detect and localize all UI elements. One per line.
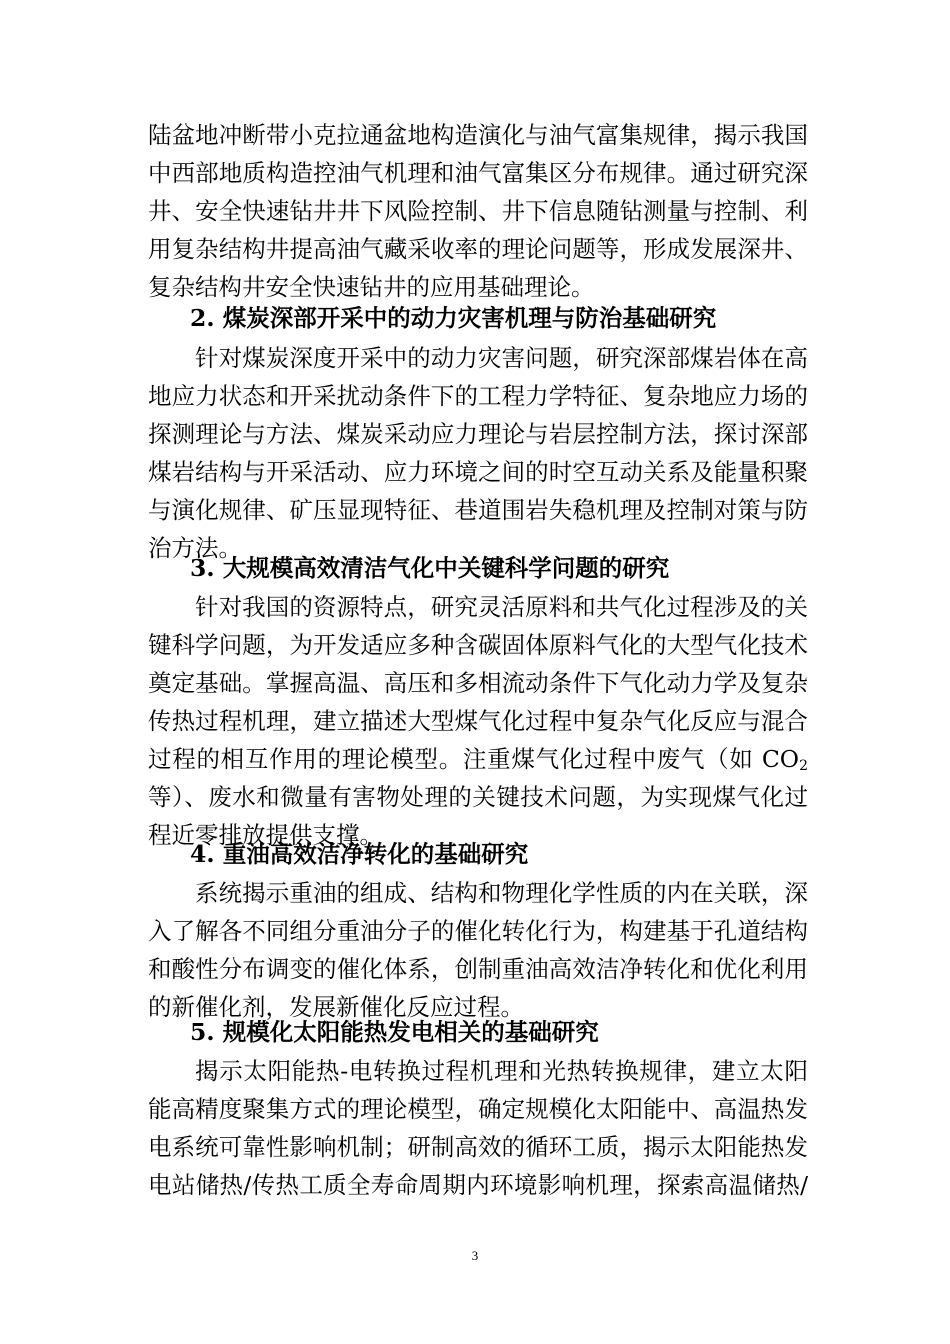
paragraph-line: 用复杂结构井提高油气藏采收率的理论问题等，形成发展深井、	[148, 235, 808, 263]
paragraph-line: 入了解各不同组分重油分子的催化转化行为，构建基于孔道结构	[148, 917, 808, 945]
paragraph-line: 键科学问题，为开发适应多种含碳固体原料气化的大型气化技术	[148, 631, 808, 659]
paragraph-line: 治方法。	[148, 534, 242, 562]
paragraph-line: 奠定基础。掌握高温、高压和多相流动条件下气化动力学及复杂	[148, 669, 808, 697]
paragraph-line: 复杂结构井安全快速钻井的应用基础理论。	[148, 273, 595, 301]
paragraph-line: 探测理论与方法、煤炭采动应力理论与岩层控制方法，探讨深部	[148, 420, 808, 448]
paragraph-line: 和酸性分布调变的催化体系，创制重油高效洁净转化和优化利用	[148, 955, 808, 983]
paragraph-line: 电系统可靠性影响机制；研制高效的循环工质，揭示太阳能热发	[148, 1133, 808, 1161]
paragraph-line: 揭示太阳能热-电转换过程机理和光热转换规律，建立太阳	[195, 1057, 808, 1085]
section-heading: 2. 煤炭深部开采中的动力灾害机理与防治基础研究	[190, 304, 717, 332]
paragraph-line: 与演化规律、矿压显现特征、巷道围岩失稳机理及控制对策与防	[148, 496, 808, 524]
section-heading: 3. 大规模高效清洁气化中关键科学问题的研究	[190, 554, 670, 582]
paragraph-line-text: 过程的相互作用的理论模型。注重煤气化过程中废气（如 CO	[148, 745, 800, 773]
paragraph-line: 煤岩结构与开采活动、应力环境之间的时空互动关系及能量积聚	[148, 458, 808, 486]
paragraph-line: 电站储热/传热工质全寿命周期内环境影响机理，探索高温储热/	[148, 1171, 808, 1199]
paragraph-line: 陆盆地冲断带小克拉通盆地构造演化与油气富集规律，揭示我国	[148, 121, 808, 149]
paragraph-line-co2	[148, 739, 808, 779]
paragraph-line: 系统揭示重油的组成、结构和物理化学性质的内在关联，深	[195, 879, 808, 907]
section-heading: 5. 规模化太阳能热发电相关的基础研究	[190, 1018, 599, 1046]
paragraph-line: 针对我国的资源特点，研究灵活原料和共气化过程涉及的关	[195, 593, 808, 621]
page-number: 3	[471, 1248, 479, 1263]
paragraph-line: 井、安全快速钻井井下风险控制、井下信息随钻测量与控制、利	[148, 197, 808, 225]
paragraph-line: 针对煤炭深度开采中的动力灾害问题，研究深部煤岩体在高	[195, 344, 808, 372]
paragraph-line: 的新催化剂，发展新催化反应过程。	[148, 993, 524, 1021]
paragraph-line: 程近零排放提供支撑。	[148, 821, 383, 849]
co2-subscript: 2	[799, 758, 808, 774]
paragraph-line: 等）、废水和微量有害物处理的关键技术问题，为实现煤气化过	[148, 783, 808, 811]
paragraph-line: 中西部地质构造控油气机理和油气富集区分布规律。通过研究深	[148, 159, 808, 187]
section-heading: 4. 重油高效洁净转化的基础研究	[190, 840, 529, 868]
paragraph-line: 能高精度聚集方式的理论模型，确定规模化太阳能中、高温热发	[148, 1095, 808, 1123]
paragraph-line: 传热过程机理，建立描述大型煤气化过程中复杂气化反应与混合	[148, 707, 808, 735]
paragraph-line: 地应力状态和开采扰动条件下的工程力学特征、复杂地应力场的	[148, 382, 808, 410]
